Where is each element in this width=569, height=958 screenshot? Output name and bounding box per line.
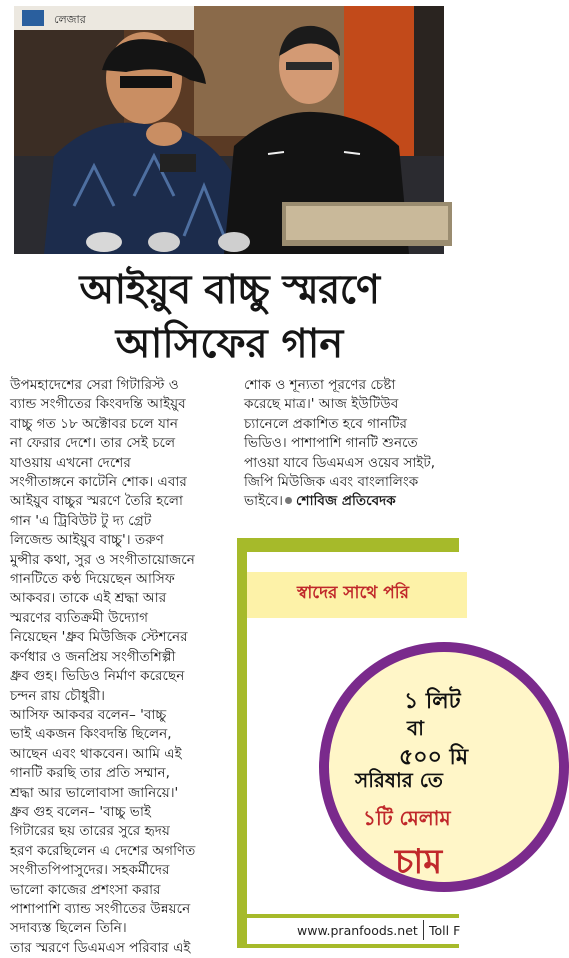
- text-line: ভালো কাজের প্রশংসা করার: [10, 881, 161, 898]
- byline: [244, 492, 454, 511]
- text-line: ব্যান্ড সংগীতের কিংবদন্তি আইয়ুব: [10, 396, 186, 413]
- text-line: লিজেন্ড আইয়ুব বাচ্চু'। তরুণ: [10, 532, 164, 549]
- ad-text-line: বা: [407, 716, 424, 740]
- text-line: যাওয়ায় এখনো দেশের: [10, 454, 131, 471]
- text-line: চন্দন রায় চৌধুরী।: [10, 687, 106, 704]
- article-photo: [14, 6, 444, 254]
- text-line: আসিফ আকবর বলেন– 'বাচ্চু: [10, 706, 167, 723]
- text-line: গানটিতে কণ্ঠ দিয়েছেন আসিফ: [10, 571, 175, 588]
- ad-text-line: সরিষার তে: [355, 768, 443, 792]
- text-line: জিপি মিউজিক এবং বাংলালিংক: [244, 474, 419, 491]
- text-line: স্মরণের ব্যতিক্রমী উদ্যোগ: [10, 609, 148, 626]
- byline-text: শোবিজ প্রতিবেদক: [296, 493, 396, 510]
- text-line: আকবর। তাকে এই শ্রদ্ধা আর: [10, 590, 167, 607]
- text-line: ভিডিও। পাশাপাশি গানটি শুনতে: [244, 435, 418, 452]
- text-line: করেছে মাত্র।' আজ ইউটিউব: [244, 396, 399, 413]
- text-line: কর্ণধার ও জনপ্রিয় সংগীতশিল্পী: [10, 648, 176, 665]
- text-line: ধ্রুব গুহ। ভিডিও নির্মাণ করেছেন: [10, 668, 185, 685]
- text-line: আছেন এবং থাকবেন। আমি এই: [10, 745, 182, 762]
- headline-line-1: আইয়ুব বাচ্চু স্মরণে: [79, 267, 380, 313]
- article-column-right: [244, 376, 454, 512]
- divider: [423, 920, 424, 940]
- text-line: তার স্মরণে ডিএমএস পরিবার এই: [10, 939, 191, 956]
- ad-text-line: চাম: [395, 842, 443, 882]
- text-line: পাওয়া যাবে ডিএমএস ওয়েব সাইট,: [244, 454, 436, 471]
- ad-banner: [247, 572, 467, 618]
- ad-panel: [247, 552, 467, 914]
- ad-banner-text: স্বাদের সাথে পরি: [297, 583, 409, 603]
- ad-footer: [247, 918, 459, 944]
- text-line: মুন্সীর কথা, সুর ও সংগীতায়োজনে: [10, 551, 195, 568]
- headline-line-2: আসিফের গান: [115, 321, 344, 367]
- text-line: সংগীতাঙ্গনে কাটেনি শোক। এবার: [10, 474, 187, 491]
- text-line: সংগীতপিপাসুদের। সহকর্মীদের: [10, 862, 170, 879]
- text-line: গানটি করছি তার প্রতি সম্মান,: [10, 765, 170, 782]
- text-line: শোক ও শূন্যতা পূরণের চেষ্টা: [244, 377, 396, 393]
- text-line: হরণ করেছিলেন এ দেশের অগণিত: [10, 842, 196, 859]
- ad-toll-text: Toll F: [429, 923, 461, 938]
- text-line: ধ্রুব গুহ বলেন– 'বাচ্চু ভাই: [10, 803, 151, 820]
- ad-text-line: ১টি মেলাম: [363, 806, 451, 830]
- bullet-dot-icon: [285, 497, 292, 504]
- ad-url-link[interactable]: www.pranfoods.net: [297, 923, 418, 938]
- article-column-left: [10, 376, 234, 958]
- text-line: আইয়ুব বাচ্চুর স্মরণে তৈরি হলো: [10, 493, 183, 510]
- ad-text-line: ৫০০ মি: [399, 745, 469, 770]
- ad-text-line: ১ লিট: [404, 689, 461, 714]
- backdrop-text: লেজার: [54, 13, 86, 26]
- text-line: বাচ্চু গত ১৮ অক্টোবর চলে যান: [10, 415, 179, 432]
- text-line: শ্রদ্ধা আর ভালোবাসা জানিয়ে।': [10, 784, 179, 801]
- text-line: না ফেরার দেশে। তার সেই চলে: [10, 435, 176, 452]
- text-line: ভাই একজন কিংবদন্তি ছিলেন,: [10, 726, 172, 743]
- text-line: ভাইবে।: [244, 493, 284, 510]
- text-line: গিটারের ছয় তারের সুরে হৃদয়: [10, 823, 170, 840]
- text-line: চ্যানেলে প্রকাশিত হবে গানটির: [244, 415, 407, 432]
- text-line: উপমহাদেশের সেরা গিটারিস্ট ও: [10, 377, 179, 393]
- text-line: নিয়েছেন 'ধ্রুব মিউজিক স্টেশনের: [10, 629, 188, 646]
- text-line: পাশাপাশি ব্যান্ড সংগীতের উন্নয়নে: [10, 900, 191, 917]
- text-line: সদাব্যস্ত ছিলেন তিনি।: [10, 920, 127, 937]
- two-men-seated-photo: [14, 6, 444, 254]
- advertisement[interactable]: [237, 538, 469, 948]
- text-line: গান 'এ ট্রিবিউট টু দ্য গ্রেট: [10, 512, 152, 529]
